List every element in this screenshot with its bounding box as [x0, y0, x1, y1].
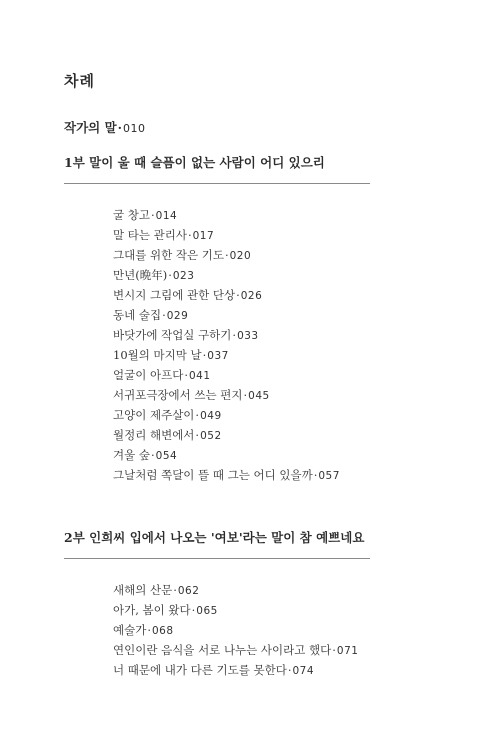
entry-title: 예술가: [113, 623, 147, 637]
part-1-divider: [64, 183, 370, 184]
entry-title: 연인이란 음식을 서로 나누는 사이라고 했다: [113, 643, 332, 657]
separator-dot: ·: [150, 448, 155, 462]
toc-entry: [113, 445, 340, 465]
toc-entry: [113, 345, 340, 365]
toc-entry: [113, 620, 358, 640]
entry-page-number: 026: [240, 290, 263, 302]
separator-dot: ·: [162, 308, 166, 322]
toc-entry: [113, 640, 358, 660]
separator-dot: ·: [202, 348, 207, 362]
toc-entry: [113, 205, 340, 225]
separator-dot: ·: [150, 208, 155, 222]
part-2-divider: [64, 558, 370, 559]
entry-page-number: 057: [318, 470, 340, 482]
toc-entry: [113, 305, 340, 325]
toc-entry: [113, 325, 340, 345]
entry-title: 겨울 숲: [113, 448, 150, 462]
toc-entry: [113, 405, 340, 425]
entry-title: 월정리 해변에서: [113, 428, 195, 442]
entry-title: 굴 창고: [113, 208, 150, 222]
entry-page-number: 049: [200, 410, 222, 422]
entry-page-number: 020: [229, 250, 252, 262]
entry-page-number: 071: [336, 645, 359, 657]
toc-entry: [113, 365, 340, 385]
entry-title: 만년(晩年): [113, 268, 168, 282]
entry-title: 고양이 제주살이: [113, 408, 195, 422]
toc-entry: [113, 245, 340, 265]
toc-title: 차례: [64, 72, 95, 90]
separator-dot: ·: [173, 583, 177, 597]
entry-page-number: 062: [177, 585, 200, 597]
separator-dot: ·: [187, 228, 192, 242]
entry-page-number: 045: [248, 390, 270, 402]
entry-page-number: 041: [188, 370, 211, 382]
entry-title: 변시지 그림에 관한 단상: [113, 288, 236, 302]
separator-dot: ·: [236, 288, 240, 302]
toc-entry: [113, 385, 340, 405]
entry-page-number: 037: [207, 350, 229, 362]
entry-title: 10월의 마지막 날: [113, 348, 202, 362]
entry-title: 그대를 위한 작은 기도: [113, 248, 224, 262]
entry-title: 서귀포극장에서 쓰는 편지: [113, 388, 243, 402]
toc-entry: [113, 225, 340, 245]
separator-dot: ·: [147, 623, 151, 637]
separator-dot: ·: [287, 663, 292, 677]
part-2-entry-list: [113, 580, 358, 680]
entry-page-number: 065: [196, 605, 218, 617]
toc-entry: [113, 265, 340, 285]
preface-title: 작가의 말: [64, 120, 117, 135]
toc-entry: [113, 600, 358, 620]
entry-page-number: 017: [192, 230, 215, 242]
entry-page-number: 074: [292, 665, 315, 677]
entry-title: 그날처럼 쪽달이 뜰 때 그는 어디 있을까: [113, 468, 313, 482]
separator-dot: ·: [243, 388, 248, 402]
separator-dot: ·: [184, 368, 188, 382]
part-2-heading: 2부 인희씨 입에서 나오는 '여보'라는 말이 참 예쁘네요: [64, 530, 365, 545]
entry-page-number: 054: [155, 450, 178, 462]
toc-entry: [113, 465, 340, 485]
preface-entry: [64, 118, 146, 136]
entry-page-number: 068: [151, 625, 174, 637]
entry-title: 너 때문에 내가 다른 기도를 못한다: [113, 663, 287, 677]
part-1-heading: 1부 말이 울 때 슬픔이 없는 사람이 어디 있으리: [64, 155, 325, 170]
toc-entry: [113, 285, 340, 305]
entry-title: 아가, 봄이 왔다: [113, 603, 191, 617]
toc-entry: [113, 425, 340, 445]
entry-page-number: 014: [155, 210, 178, 222]
entry-title: 바닷가에 작업실 구하기: [113, 328, 232, 342]
entry-title: 새해의 산문: [113, 583, 173, 597]
entry-page-number: 033: [237, 330, 259, 342]
separator-dot: ·: [224, 248, 229, 262]
toc-entry: [113, 580, 358, 600]
preface-page-number: 010: [123, 122, 146, 135]
part-1-entry-list: [113, 205, 340, 485]
separator-dot: ·: [195, 408, 200, 422]
separator-dot: ·: [232, 328, 237, 342]
separator-dot: ·: [195, 428, 200, 442]
entry-title: 동네 술집: [113, 308, 162, 322]
entry-title: 말 타는 관리사: [113, 228, 187, 242]
separator-dot: ·: [117, 120, 123, 135]
entry-page-number: 023: [172, 270, 195, 282]
entry-page-number: 029: [166, 310, 189, 322]
separator-dot: ·: [332, 643, 336, 657]
entry-page-number: 052: [200, 430, 222, 442]
separator-dot: ·: [191, 603, 196, 617]
entry-title: 얼굴이 아프다: [113, 368, 184, 382]
toc-entry: [113, 660, 358, 680]
separator-dot: ·: [168, 268, 172, 282]
separator-dot: ·: [313, 468, 318, 482]
